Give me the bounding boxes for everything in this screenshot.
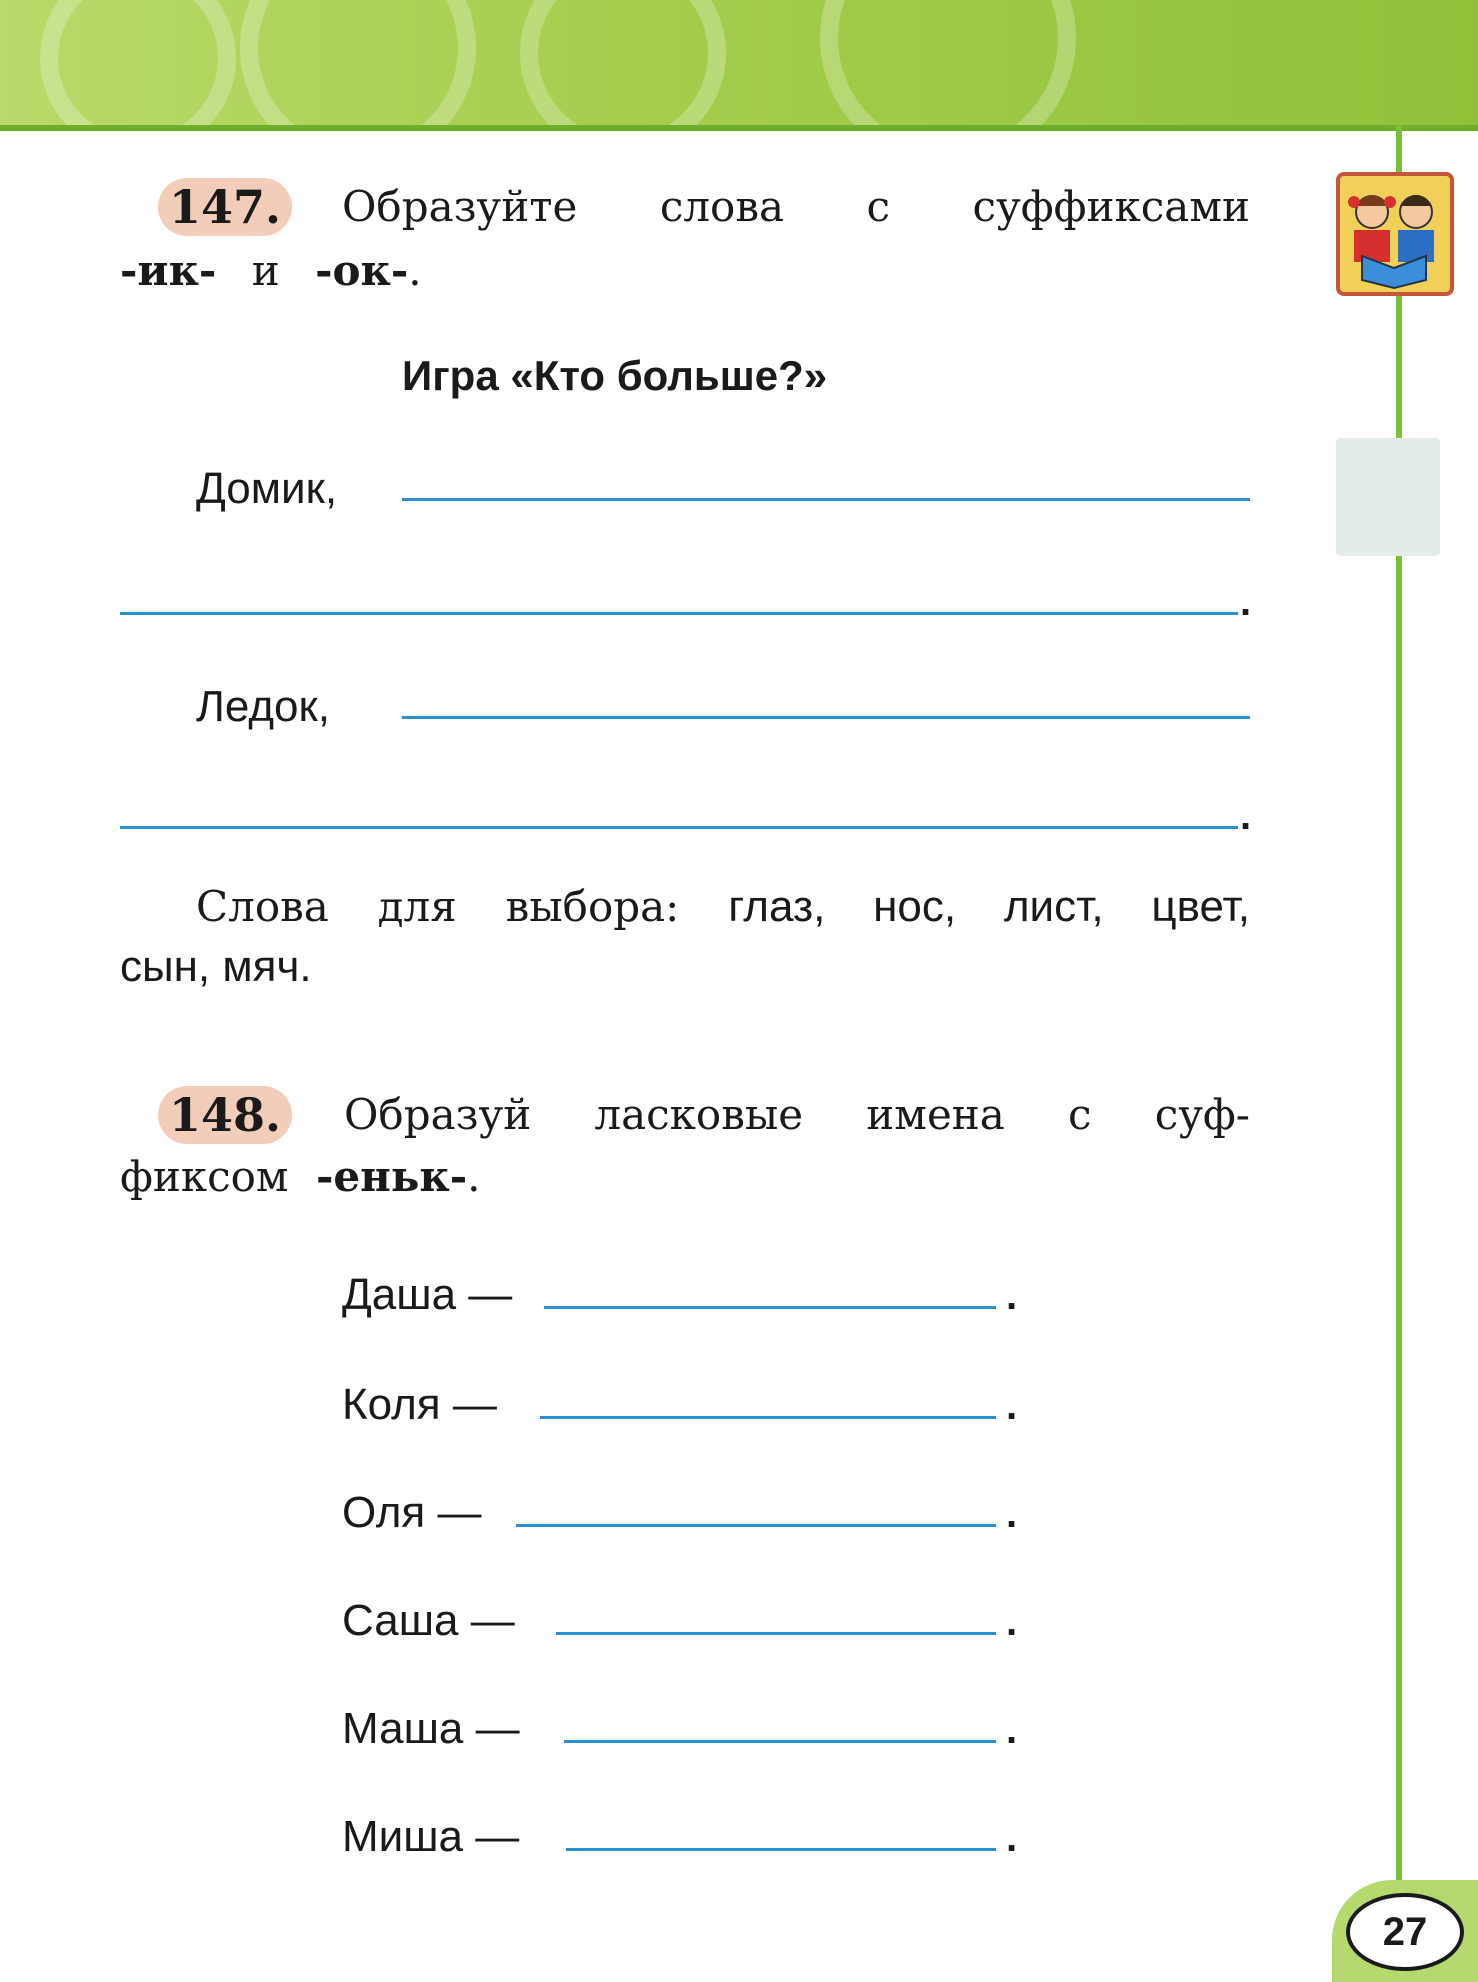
- name-misha: Миша —: [342, 1812, 520, 1861]
- answer-line-ledok-2[interactable]: [120, 826, 1238, 829]
- exercise-148-text: Образуй ласковые имена с суф-: [344, 1090, 1250, 1139]
- line-end-dot: .: [1006, 1274, 1018, 1318]
- line-end-dot: .: [1006, 1600, 1018, 1644]
- sentence-dot: .: [467, 1152, 481, 1201]
- answer-line-dasha[interactable]: [544, 1306, 996, 1309]
- choice-words-line2: сын, мяч.: [120, 942, 312, 991]
- line-end-dot: .: [1240, 794, 1252, 838]
- page-number: [1346, 1893, 1464, 1971]
- answer-line-olya[interactable]: [516, 1524, 996, 1527]
- answer-line-ledok-1[interactable]: [402, 716, 1250, 719]
- answer-line-domik-1[interactable]: [402, 498, 1250, 501]
- exercise-number-text: 147.: [168, 180, 282, 234]
- page-number-text: 27: [1382, 1909, 1428, 1954]
- reading-kids-icon: [1336, 172, 1454, 296]
- conjunction: и: [251, 246, 280, 295]
- choice-words: глаз, нос, лист, цвет,: [728, 882, 1250, 931]
- exercise-148-text-line2: [120, 1148, 481, 1206]
- answer-line-domik-2[interactable]: [120, 612, 1238, 615]
- name-masha: Маша —: [342, 1704, 520, 1753]
- exercise-number-148: [158, 1086, 292, 1144]
- line-end-dot: .: [1006, 1708, 1018, 1752]
- game-heading: Игра «Кто больше?»: [402, 352, 828, 399]
- suffix-ok: -ок-: [315, 246, 409, 295]
- choice-words-line1: [196, 878, 1250, 936]
- line-end-dot: .: [1006, 1816, 1018, 1860]
- choice-label: Слова для выбора:: [196, 882, 680, 931]
- answer-line-kolya[interactable]: [540, 1416, 996, 1419]
- exercise-147-text: Образуйте слова с суффиксами: [342, 182, 1250, 231]
- name-kolya: Коля —: [342, 1380, 497, 1429]
- name-olya: Оля —: [342, 1488, 482, 1537]
- line-end-dot: .: [1240, 580, 1252, 624]
- line-end-dot: .: [1006, 1384, 1018, 1428]
- sentence-dot: .: [408, 246, 422, 295]
- name-sasha: Саша —: [342, 1596, 515, 1645]
- name-dasha: Даша —: [342, 1270, 513, 1319]
- suffix-enk: -еньк-: [315, 1152, 468, 1201]
- answer-line-masha[interactable]: [564, 1740, 996, 1743]
- text-prefix: фиксом: [120, 1152, 289, 1201]
- exercise-number-text: 148.: [168, 1088, 282, 1142]
- word-ledok: Ледок,: [196, 682, 330, 731]
- exercise-number-147: [158, 178, 292, 236]
- line-end-dot: .: [1006, 1492, 1018, 1536]
- answer-line-misha[interactable]: [566, 1848, 996, 1851]
- right-margin-rule: [1396, 125, 1402, 1885]
- faded-sidebar-picture: [1336, 438, 1440, 556]
- top-decorative-band: [0, 0, 1478, 131]
- answer-line-sasha[interactable]: [556, 1632, 996, 1635]
- word-domik: Домик,: [196, 464, 338, 513]
- exercise-147-text-line2: [120, 242, 422, 300]
- suffix-ik: -ик-: [120, 246, 217, 295]
